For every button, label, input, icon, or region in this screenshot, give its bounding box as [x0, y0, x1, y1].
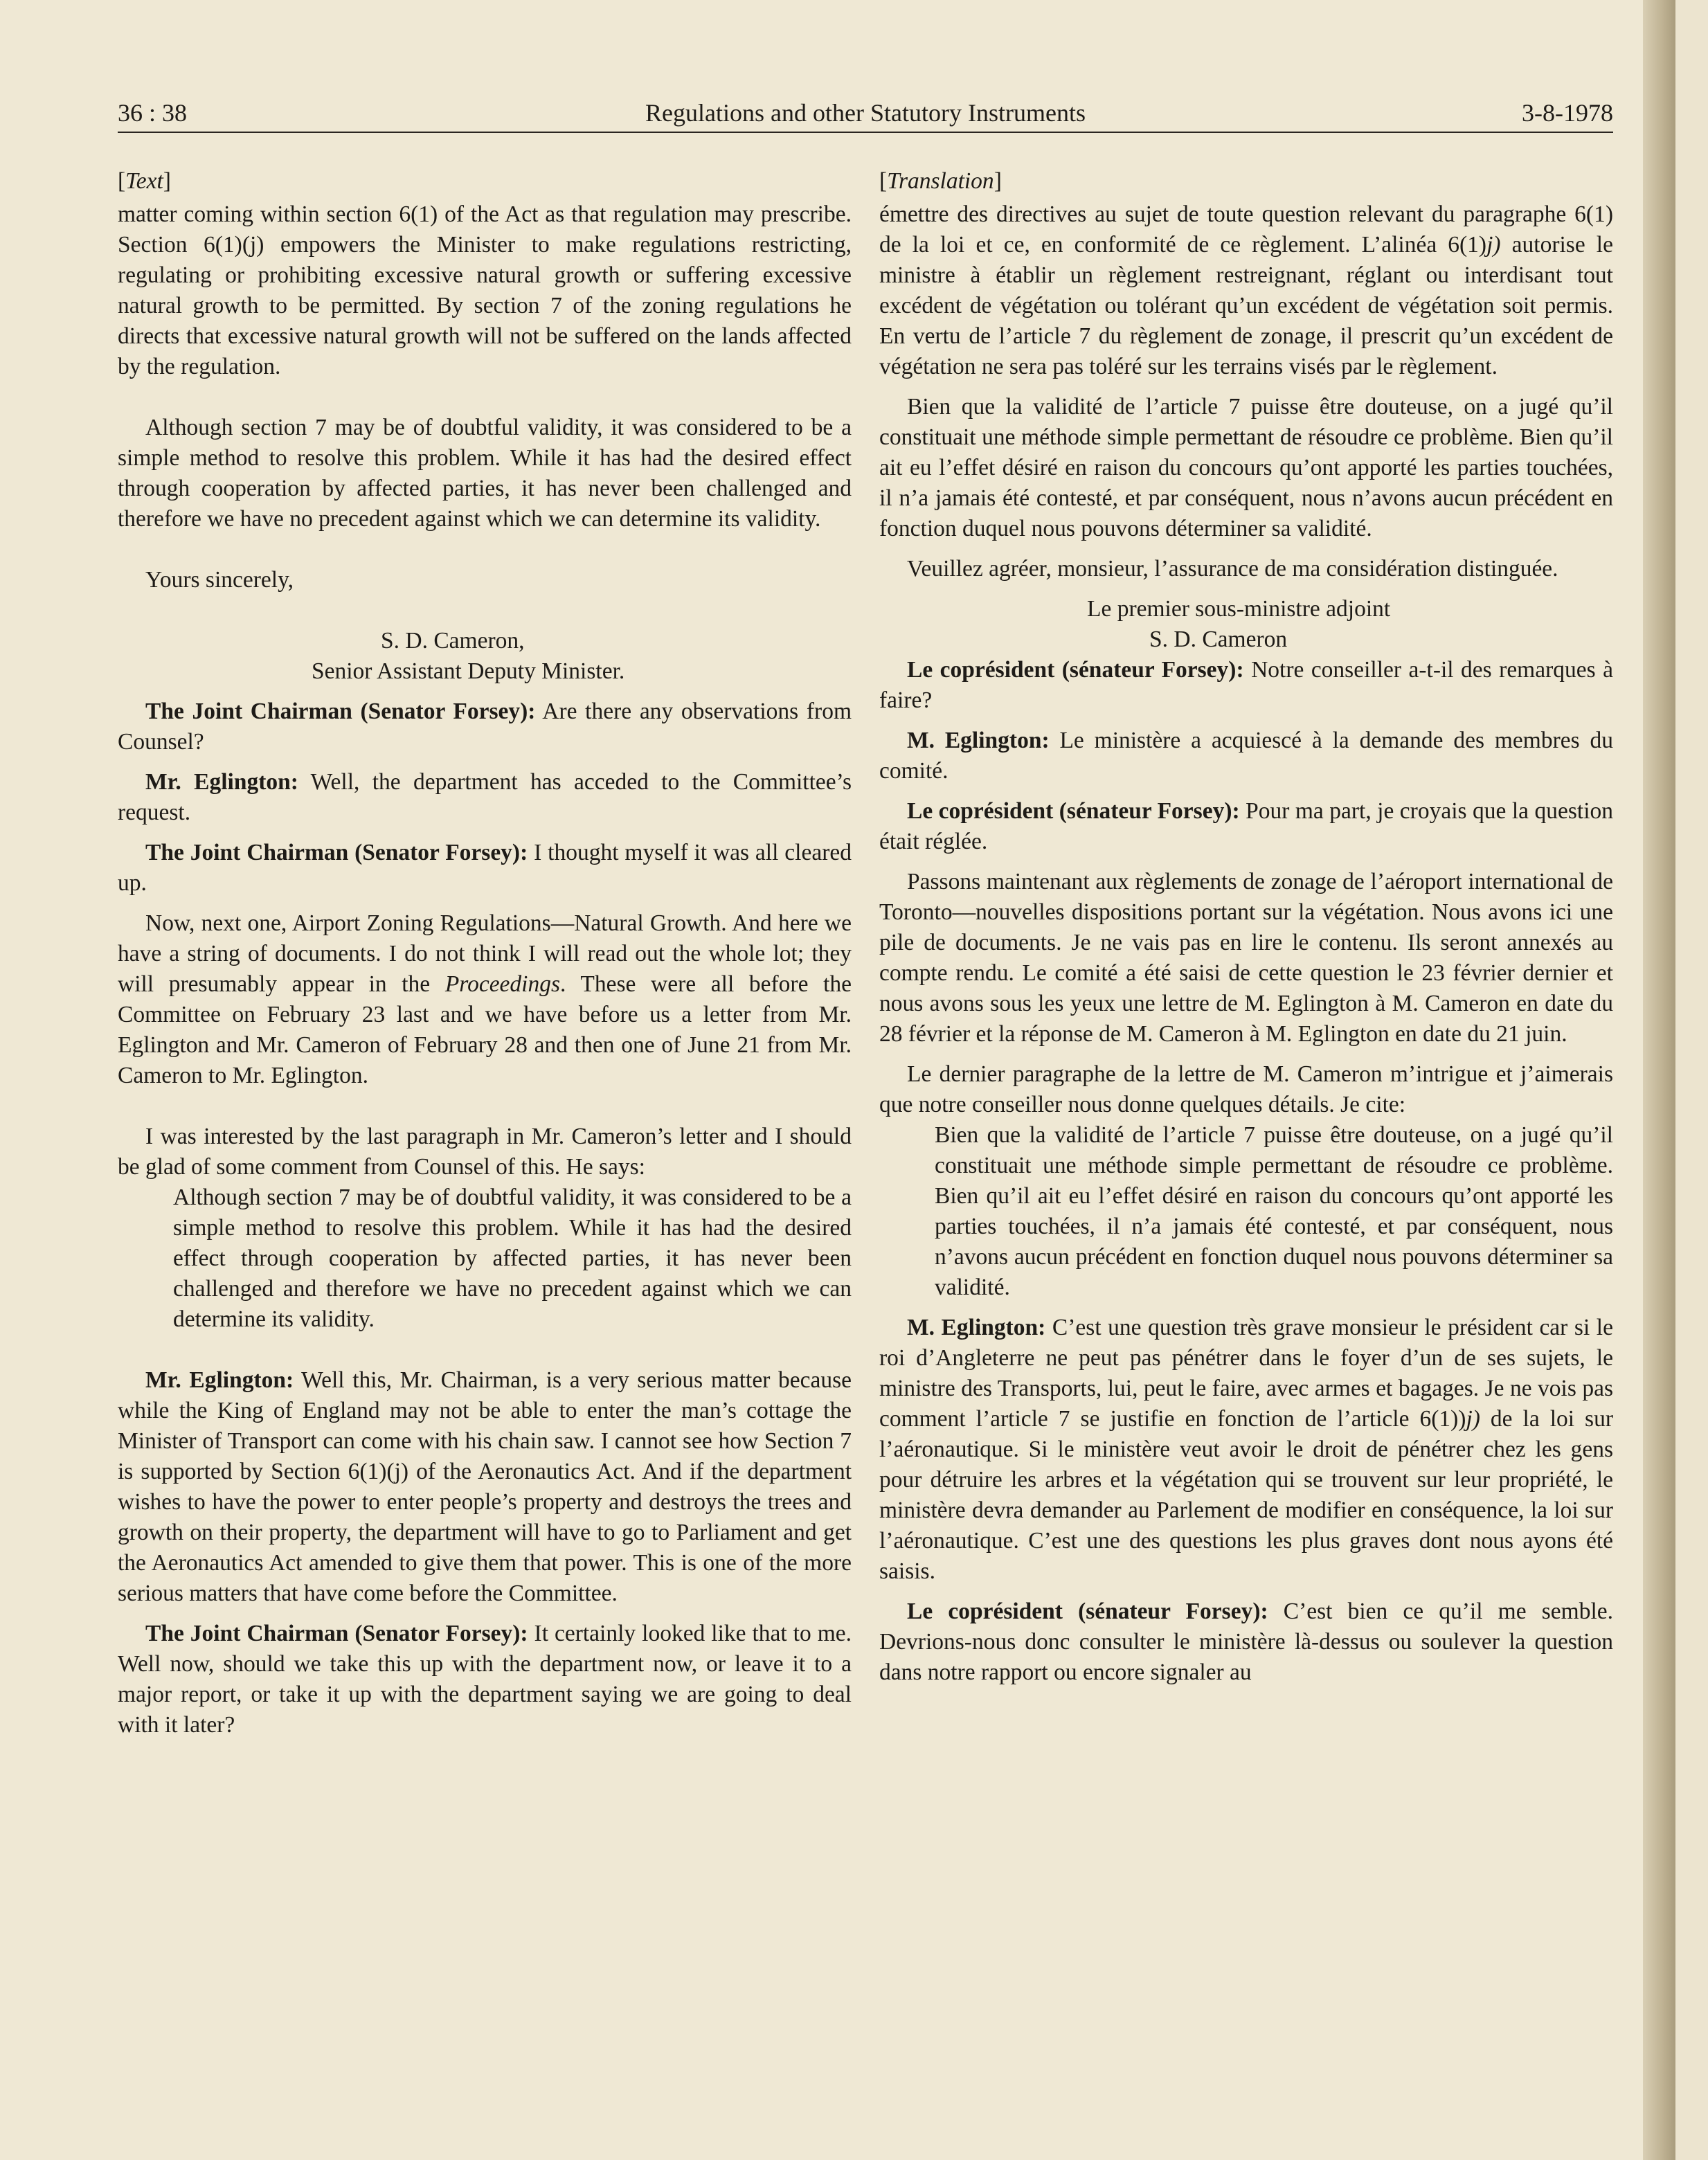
- speaker: The Joint Chairman (Senator Forsey):: [145, 1621, 528, 1646]
- speech-paragraph: Mr. Eglington: Well this, Mr. Chairman, is a very serious matter because while the King of England may not be able to enter the man’s cottage the Minister of Transport can come with his chain saw. I cannot see how Section 7 is supported by Section 6(1)(j) of the Aeronautics Act. And if the department wishes to have the power to enter people’s property and destroys the trees and growth on their property, the department will have to go to Parliament and get the Aeronautics Act amended to give them that power. This is one of the more serious matters that have come before the Committee.: [118, 1367, 852, 1606]
- paragraph: I was interested by the last paragraph in Mr. Cameron’s letter and I should be glad of some comment from Counsel of this. He says:: [118, 1124, 852, 1180]
- speech-paragraph: Mr. Eglington: Well, the department has acceded to the Committee’s request.: [118, 769, 852, 825]
- speech-paragraph: The Joint Chairman (Senator Forsey): I thought myself it was all cleared up.: [118, 840, 852, 896]
- speech-paragraph: Le coprésident (sénateur Forsey): Pour ma part, je croyais que la question était réglée.: [879, 798, 1613, 854]
- header-rule: [118, 132, 1613, 133]
- signature-title: Le premier sous-ministre adjoint: [1087, 596, 1391, 622]
- signature-title: Senior Assistant Deputy Minister.: [312, 658, 625, 684]
- column-heading-text: [Text]: [118, 168, 171, 194]
- speaker: M. Eglington:: [907, 728, 1050, 753]
- speaker: The Joint Chairman (Senator Forsey):: [145, 699, 536, 724]
- paragraph: Now, next one, Airport Zoning Regulations—Natural Growth. And here we have a string of documents. I do not think I will read out the whole lot; they will presumably appear in the Proceedings. These were all before the Committee on February 23 last and we have before us a letter from Mr. Eglington and Mr. Cameron of February 28 and then one of June 21 from Mr. Cameron to Mr. Eglington.: [118, 910, 852, 1088]
- letter-closing: Yours sincerely,: [145, 567, 294, 593]
- speaker: M. Eglington:: [907, 1315, 1046, 1340]
- speaker: The Joint Chairman (Senator Forsey):: [145, 840, 528, 865]
- block-quote: Bien que la validité de l’article 7 puisse être douteuse, on a jugé qu’il constituait une méthode simple permettant de résoudre ce problème. Bien qu’il ait eu l’effet désiré en raison du concours qu’ont apporté les parties touchées, il n’a jamais été contesté, et par conséquent, nous n’avons aucun précédent en fonction duquel nous pouvons déterminer sa validité.: [935, 1122, 1613, 1300]
- speech-paragraph: Le coprésident (sénateur Forsey): Notre conseiller a-t-il des remarques à faire?: [879, 657, 1614, 713]
- paragraph: Le dernier paragraphe de la lettre de M. Cameron m’intrigue et j’aimerais que notre conseiller nous donne quelques détails. Je cite:: [879, 1061, 1613, 1117]
- speaker: Le coprésident (sénateur Forsey):: [907, 798, 1240, 824]
- speech-paragraph: The Joint Chairman (Senator Forsey): It certainly looked like that to me. Well now, should we take this up with the department now, or leave it to a major report, or take it up with the department saying we are going to deal with it later?: [118, 1621, 852, 1738]
- speech-paragraph: M. Eglington: C’est une question très grave monsieur le président car si le roi d’Angleterre ne peut pas pénétrer dans le foyer d’un de ses sujets, le ministre des Transports, lui, peut le faire, avec armes et bagages. Je ne vois pas comment l’article 7 se justifie en fonction de l’article 6(1))j) de la loi sur l’aéronautique. Si le ministère veut avoir le droit de pénétrer chez les gens pour détruire les arbres et la végétation qui se trouvent sur leur propriété, le ministère devra demander au Parlement de modifier en conséquence, la loi sur l’aéronautique. C’est une des questions les plus graves dont nous ayons été saisis.: [879, 1315, 1614, 1584]
- column-heading-translation: [Translation]: [879, 168, 1002, 194]
- speaker: Le coprésident (sénateur Forsey):: [907, 657, 1244, 683]
- french-column: [879, 166, 1613, 1688]
- english-column: [118, 166, 852, 1740]
- speech-paragraph: M. Eglington: Le ministère a acquiescé à la demande des membres du comité.: [879, 728, 1613, 784]
- paragraph: Bien que la validité de l’article 7 puisse être douteuse, on a jugé qu’il constituait une méthode simple permettant de résoudre ce problème. Bien qu’il ait eu l’effet désiré en raison du concours qu’ont apporté les parties touchées, il n’a jamais été contesté, et par conséquent, nous n’avons aucun précédent en fonction duquel nous pouvons déterminer sa validité.: [879, 394, 1613, 541]
- letter-closing: Veuillez agréer, monsieur, l’assurance de ma considération distinguée.: [907, 556, 1558, 582]
- header-date: 3-8-1978: [1522, 99, 1613, 127]
- speech-paragraph: Le coprésident (sénateur Forsey): C’est bien ce qu’il me semble. Devrions-nous donc consulter le ministère là-dessus ou soulever la question dans notre rapport ou encore signaler au: [879, 1599, 1613, 1685]
- paragraph: émettre des directives au sujet de toute question relevant du paragraphe 6(1) de la loi et ce, en conformité de ce règlement. L’alinéa 6(1)j) autorise le ministre à établir un règlement restreignant, réglant ou interdisant tout excédent de végétation ou tolérant qu’un excédent de végétation soit permis. En vertu de l’article 7 du règlement de zonage, il prescrit qu’un excédent de végétation ne sera pas toléré sur les terrains visés par le règlement.: [879, 201, 1613, 379]
- paragraph: matter coming within section 6(1) of the Act as that regulation may prescribe. Section 6(1)(j) empowers the Minister to make regulations restricting, regulating or prohibiting excessive natural growth or suffering excessive natural growth to be permitted. By section 7 of the zoning regulations he directs that excessive natural growth will not be suffered on the lands affected by the regulation.: [118, 201, 852, 379]
- speaker: Mr. Eglington:: [145, 769, 298, 795]
- speaker: Le coprésident (sénateur Forsey):: [907, 1599, 1268, 1624]
- speaker: Mr. Eglington:: [145, 1367, 294, 1393]
- page-number: 36 : 38: [118, 99, 188, 127]
- running-header: [118, 93, 1613, 132]
- speech-paragraph: The Joint Chairman (Senator Forsey): Are there any observations from Counsel?: [118, 699, 852, 755]
- paragraph: Although section 7 may be of doubtful validity, it was considered to be a simple method to resolve this problem. While it has had the desired effect through cooperation by affected parties, it has never been challenged and therefore we have no precedent against which we can determine its validity.: [118, 415, 852, 532]
- signature-name: S. D. Cameron: [1149, 627, 1288, 652]
- header-title: Regulations and other Statutory Instruments: [645, 99, 1086, 127]
- binding-shadow: [1643, 0, 1675, 2160]
- paragraph: Passons maintenant aux règlements de zonage de l’aéroport international de Toronto—nouvelles dispositions portant sur la végétation. Nous avons ici une pile de documents. Je ne vais pas en lire le contenu. Ils seront annexés au compte rendu. Le comité a été saisi de cette question le 23 février dernier et nous avons sous les yeux une lettre de M. Eglington à M. Cameron en date du 28 février et la réponse de M. Cameron à M. Eglington en date du 21 juin.: [879, 869, 1613, 1047]
- block-quote: Although section 7 may be of doubtful validity, it was considered to be a simple method to resolve this problem. While it has had the desired effect through cooperation by affected parties, it has never been challenged and therefore we have no precedent against which we can determine its validity.: [173, 1185, 852, 1332]
- signature-name: S. D. Cameron,: [381, 628, 525, 654]
